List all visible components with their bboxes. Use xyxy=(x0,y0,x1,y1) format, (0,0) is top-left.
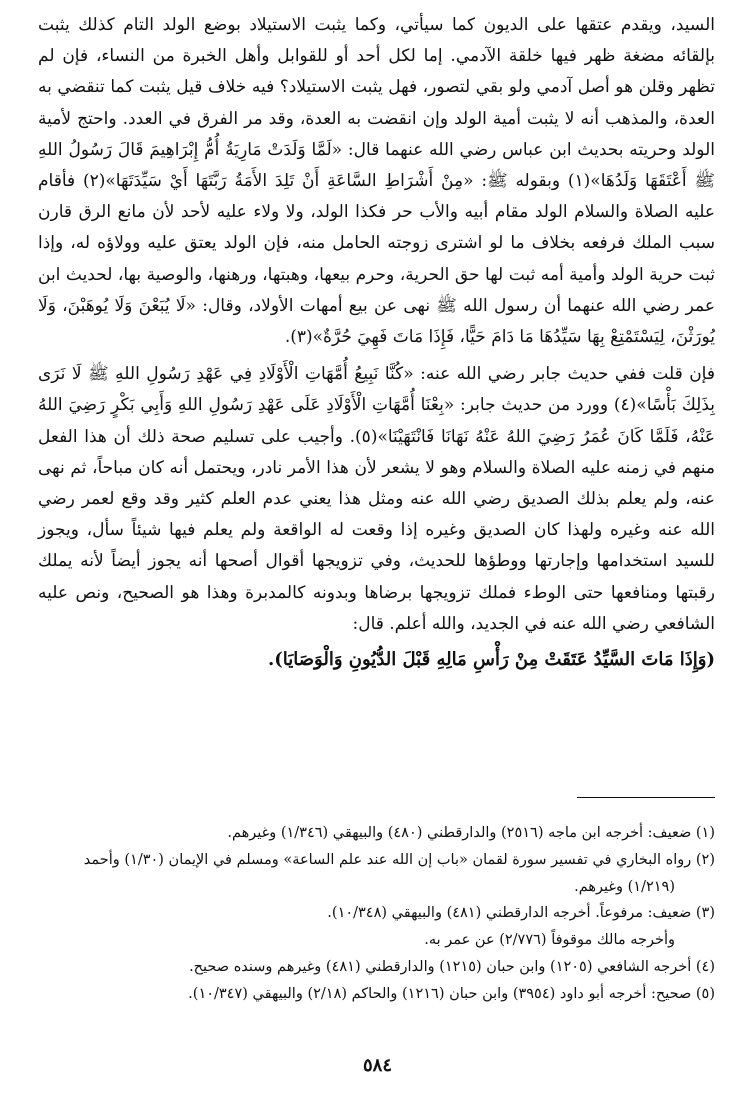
paragraph-2: فإن قلت ففي حديث جابر رضي الله عنه: «كُنَّا نَبِيعُ أُمَّهَاتِ الْأَوْلَادِ فِي عَهْدِ رَسُولِ اللهِ ﷺ لَا نَرَى بِذَلِكَ بَأْسًا»(٤) وورد من حديث جابر: «بِعْنَا أُمَّهَاتِ الْأَوْلَادِ عَلَى عَهْدِ رَسُولِ اللهِ وَأَبِي بَكْرٍ رَضِيَ اللهُ عَنْهُ، فَلَمَّا كَانَ عُمَرُ رَضِيَ اللهُ عَنْهُ نَهَانَا فَانْتَهَيْنَا»(٥). وأجيب على تسليم صحة ذلك أن هذا الفعل منهم في زمنه عليه الصلاة والسلام وهو لا يشعر لأن هذا الأمر نادر، ويحتمل أنه كان مباحاً، ثم نهى عنه، ولم يعلم بذلك الصديق رضي الله عنه ومثل هذا يعني عدم العلم كثير وقد وقع لعمر رضي الله عنه وغيره ولهذا كان الصديق وغيره إذا وقعت له الواقعة ولم يعلم فيها شيئاً سأل، ويجوز للسيد استخدامها وإجارتها ووطؤها للحديث، وفي تزويجها أقوال أصحها أنه يجوز أيضاً لأنه يملك رقبتها ومنافعها حتى الوطء فملك تزويجها برضاها وبدونه كالمدبرة وهذا هو الصحيح، ونص عليه الشافعي رضي الله عنه في الجديد، والله أعلم. قال: xyxy=(38,364,716,634)
main-text xyxy=(38,10,715,676)
footnote-2-continued: (١/٢١٩) وغيرهم. xyxy=(574,878,675,895)
footnote-3-continued: وأخرجه مالك موقوفاً (٢/٧٧٦) عن عمر به. xyxy=(424,932,675,949)
footnote-2: (٢) رواه البخاري في تفسير سورة لقمان «باب إن الله عند علم الساعة» ومسلم في الإيمان (١/٣٠) وأحمد xyxy=(83,851,715,868)
footnote-separator xyxy=(577,797,715,798)
footnote-3: (٣) ضعيف: مرفوعاً. أخرجه الدارقطني (٤٨١) والبيهقي (١٠/٣٤٨). xyxy=(327,905,715,922)
footnote-1: (١) ضعيف: أخرجه ابن ماجه (٢٥١٦) والدارقطني (٤٨٠) والبيهقي (١/٣٤٦) وغيرهم. xyxy=(227,825,715,841)
matn-verse: (وَإِذَا مَاتَ السَّيِّدُ عَتَقَتْ مِنْ رَأْسِ مَالِهِ قَبْلَ الدُّيُونِ وَالْوَصَايَا). xyxy=(268,649,715,671)
paragraph-1: السيد، ويقدم عتقها على الديون كما سيأتي، وكما يثبت الاستيلاد بوضع الولد التام كذلك يثبت بإلقائه مضغة ظهر فيها خلقة الآدمي. إما لكل أحد أو للقوابل وأهل الخبرة من النساء، فإن لم تظهر وقلن هو أصل آدمي ولو بقي لتصور، فهل يثبت الاستيلاد؟ فيه خلاف قيل يثبت كما تنقضي به العدة، والمذهب أنه لا يثبت أمية الولد وإن انقضت به العدة، وقد مر الفرق في العدد. واحتج لأمية الولد وحريته بحديث ابن عباس رضي الله عنهما قال: «لَمَّا وَلَدَتْ مَارِيَةُ أُمُّ إِبْرَاهِيمَ قَالَ رَسُولُ اللهِ ﷺ أَعْتَقَهَا وَلَدُهَا»(١) وبقوله ﷺ: «مِنْ أَشْرَاطِ السَّاعَةِ أَنْ تَلِدَ الأَمَةُ رَبَّتَهَا أَيْ سَيِّدَتَهَا»(٢) فأقام عليه الصلاة والسلام الولد مقام أبيه والأب حر فكذا الولد، ولا ولاء عليه لأحد لأن مانع الرق قارن سبب الملك فرفعه بخلاف ما لو اشترى زوجته الحامل منه، فإن الولد يعتق عليه وولاؤه له، وإذا ثبت حرية الولد وأمية أمه ثبت لها حق الحرية، وحرم بيعها، وهبتها، ورهنها، والوصية بها، لحديث ابن عمر رضي الله عنهما أن رسول الله ﷺ نهى عن بيع أمهات الأولاد، وقال: «لَا يُبَعْنَ وَلَا يُوهَبْنَ، وَلَا يُورَثْنَ، لِيَسْتَمْتِعْ بِهَا سَيِّدُهَا مَا دَامَ حَيًّا، فَإِذَا مَاتَ فَهِيَ حُرَّةٌ»(٣). xyxy=(38,15,715,348)
page-number: ٥٨٤ xyxy=(362,1055,392,1076)
footnote-5: (٥) صحيح: أخرجه أبو داود (٣٩٥٤) وابن حبان (١٢١٦) والحاكم (٢/١٨) والبيهقي (١٠/٣٤٧). xyxy=(188,985,715,1002)
footnotes xyxy=(38,820,715,1008)
footnote-4: (٤) أخرجه الشافعي (١٢٠٥) وابن حبان (١٢١٥) والدارقطني (٤٨١) وغيرهم وسنده صحيح. xyxy=(189,958,715,975)
